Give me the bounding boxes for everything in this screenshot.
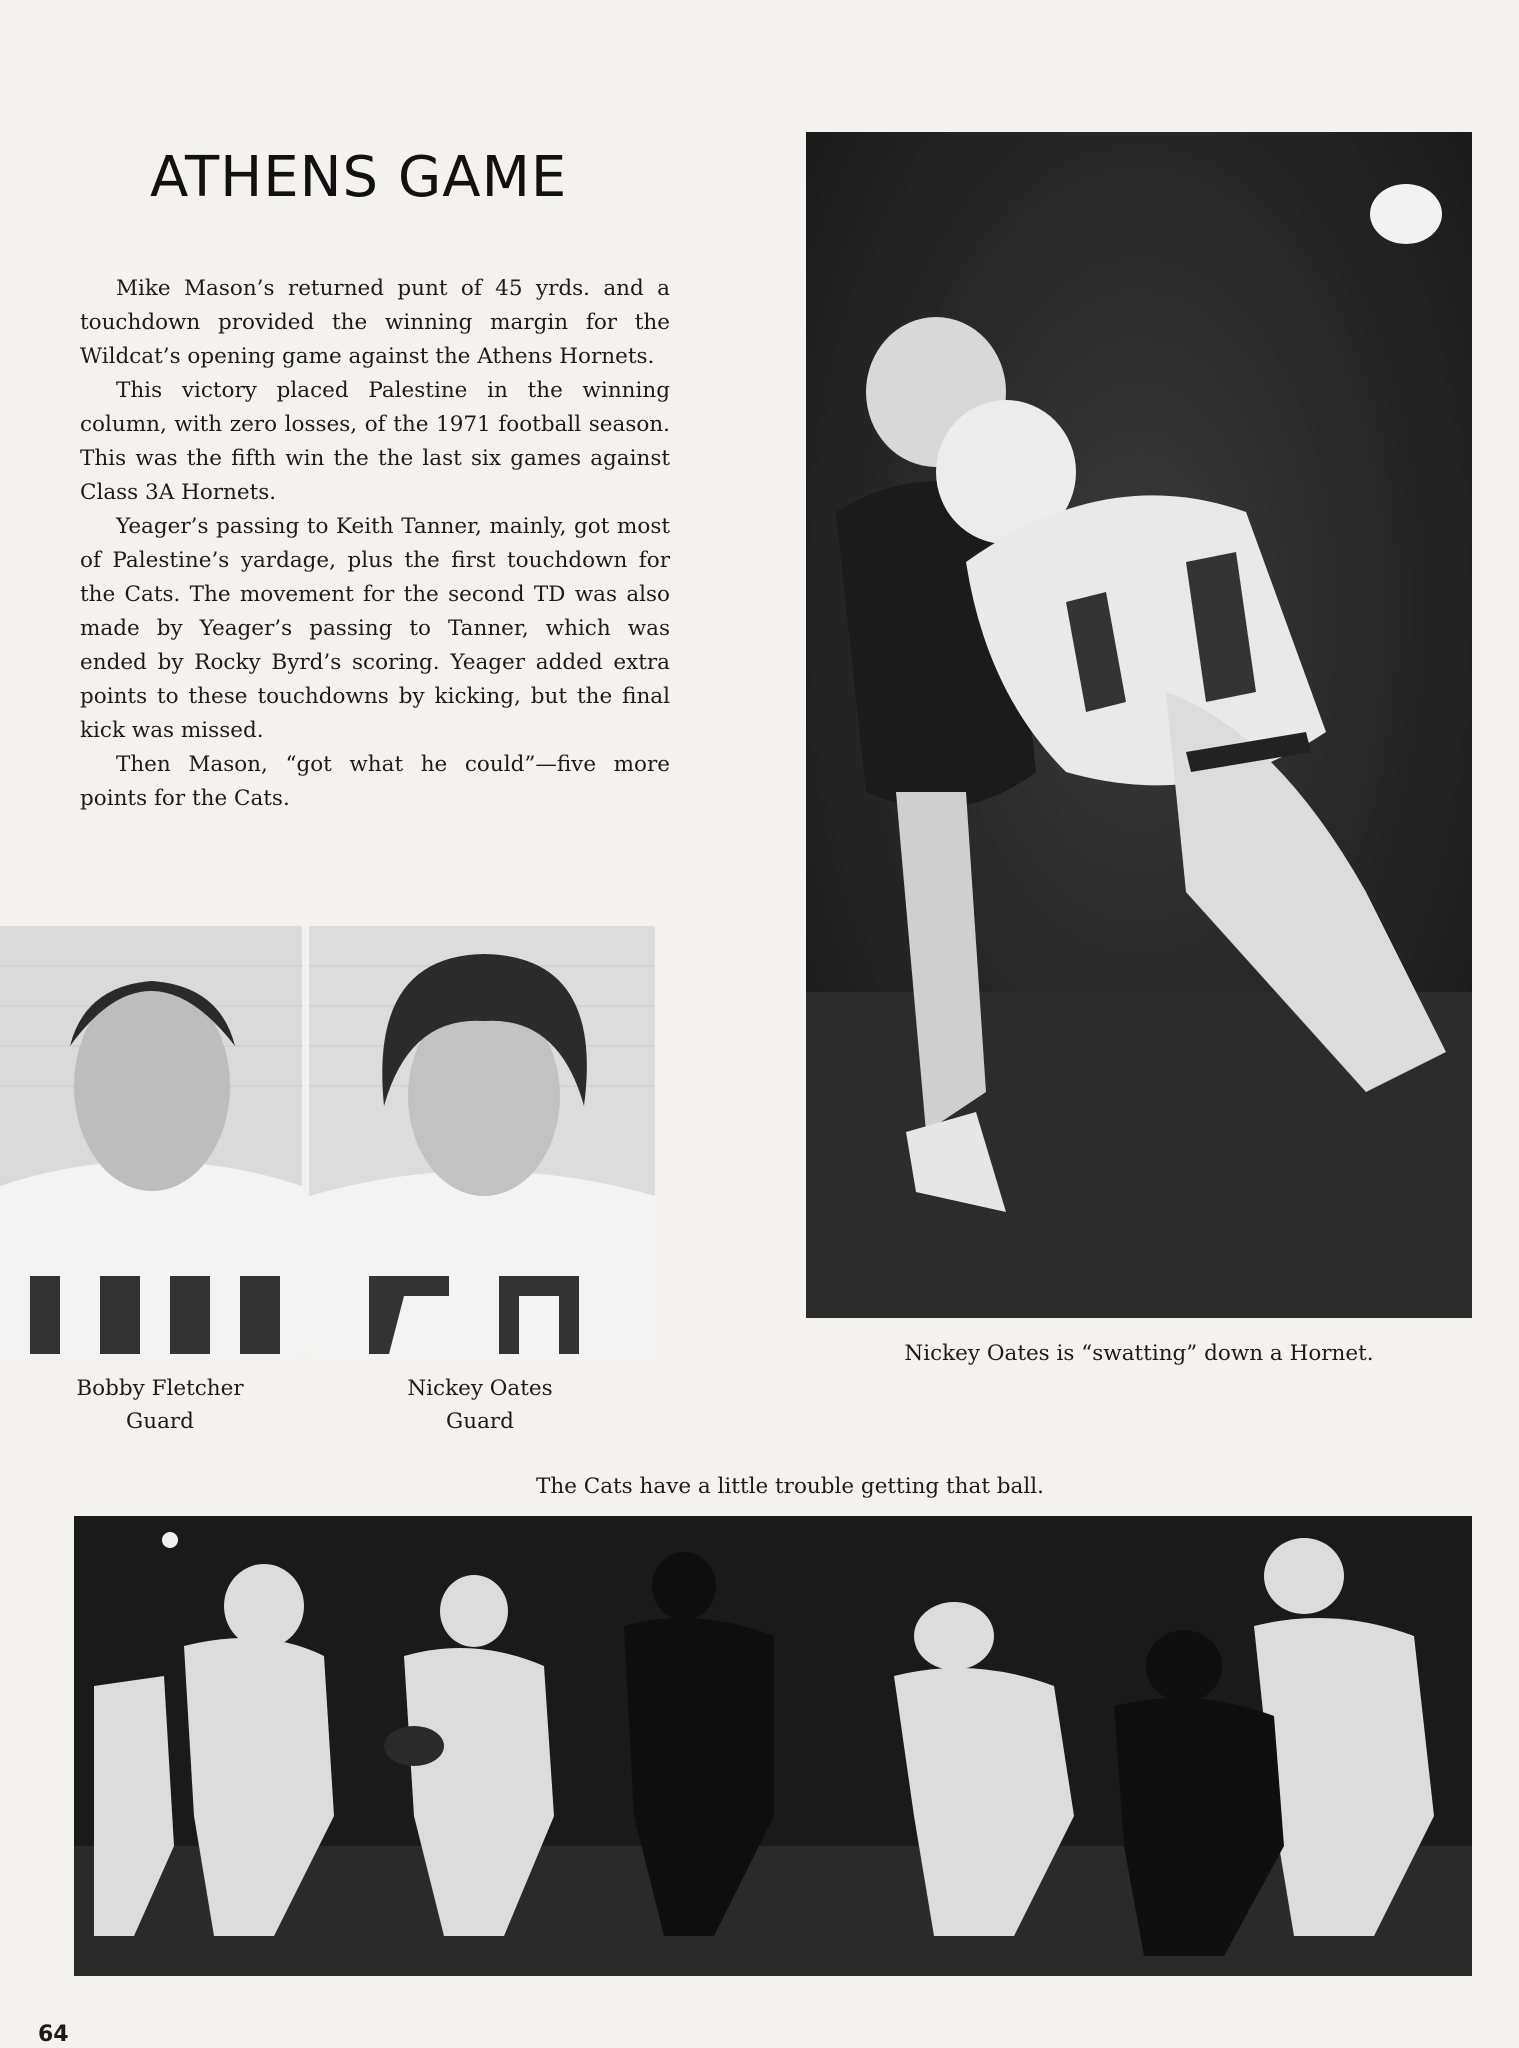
article-paragraph: Then Mason, “got what he could”—five more points for the Cats. — [80, 752, 670, 811]
player-name: Nickey Oates — [407, 1376, 553, 1401]
portrait-photo — [309, 926, 655, 1354]
page-title: ATHENS GAME — [150, 145, 568, 210]
action-photo — [806, 132, 1472, 1318]
portrait-photo — [0, 926, 302, 1354]
article-paragraph: This victory placed Palestine in the winning column, with zero losses, of the 1971 football season. This was the fifth win the the last six games against Class 3A Hornets. — [80, 378, 670, 505]
article-paragraph: Yeager’s passing to Keith Tanner, mainly, got most of Palestine’s yardage, plus the first touchdown for the Cats. The movement for the second TD was also made by Yeager’s passing to Tanner, which was ended by Rocky Byrd’s scoring. Yeager added extra points to these touchdowns by kicking, but the final kick was missed. — [80, 514, 670, 743]
player-name: Bobby Fletcher — [76, 1376, 244, 1401]
portrait-caption — [360, 1372, 600, 1438]
portrait-caption — [40, 1372, 280, 1438]
article-paragraph: Mike Mason’s returned punt of 45 yrds. and a touchdown provided the winning margin for the Wildcat’s opening game against the Athens Hornets. — [80, 276, 670, 369]
action-photo-caption: Nickey Oates is “swatting” down a Hornet. — [904, 1341, 1374, 1366]
player-position: Guard — [126, 1409, 194, 1434]
team-photo — [74, 1516, 1472, 1976]
article-body — [80, 272, 670, 816]
player-position: Guard — [446, 1409, 514, 1434]
page-number: 64 — [38, 2022, 69, 2047]
team-photo-caption: The Cats have a little trouble getting that ball. — [536, 1474, 1044, 1499]
